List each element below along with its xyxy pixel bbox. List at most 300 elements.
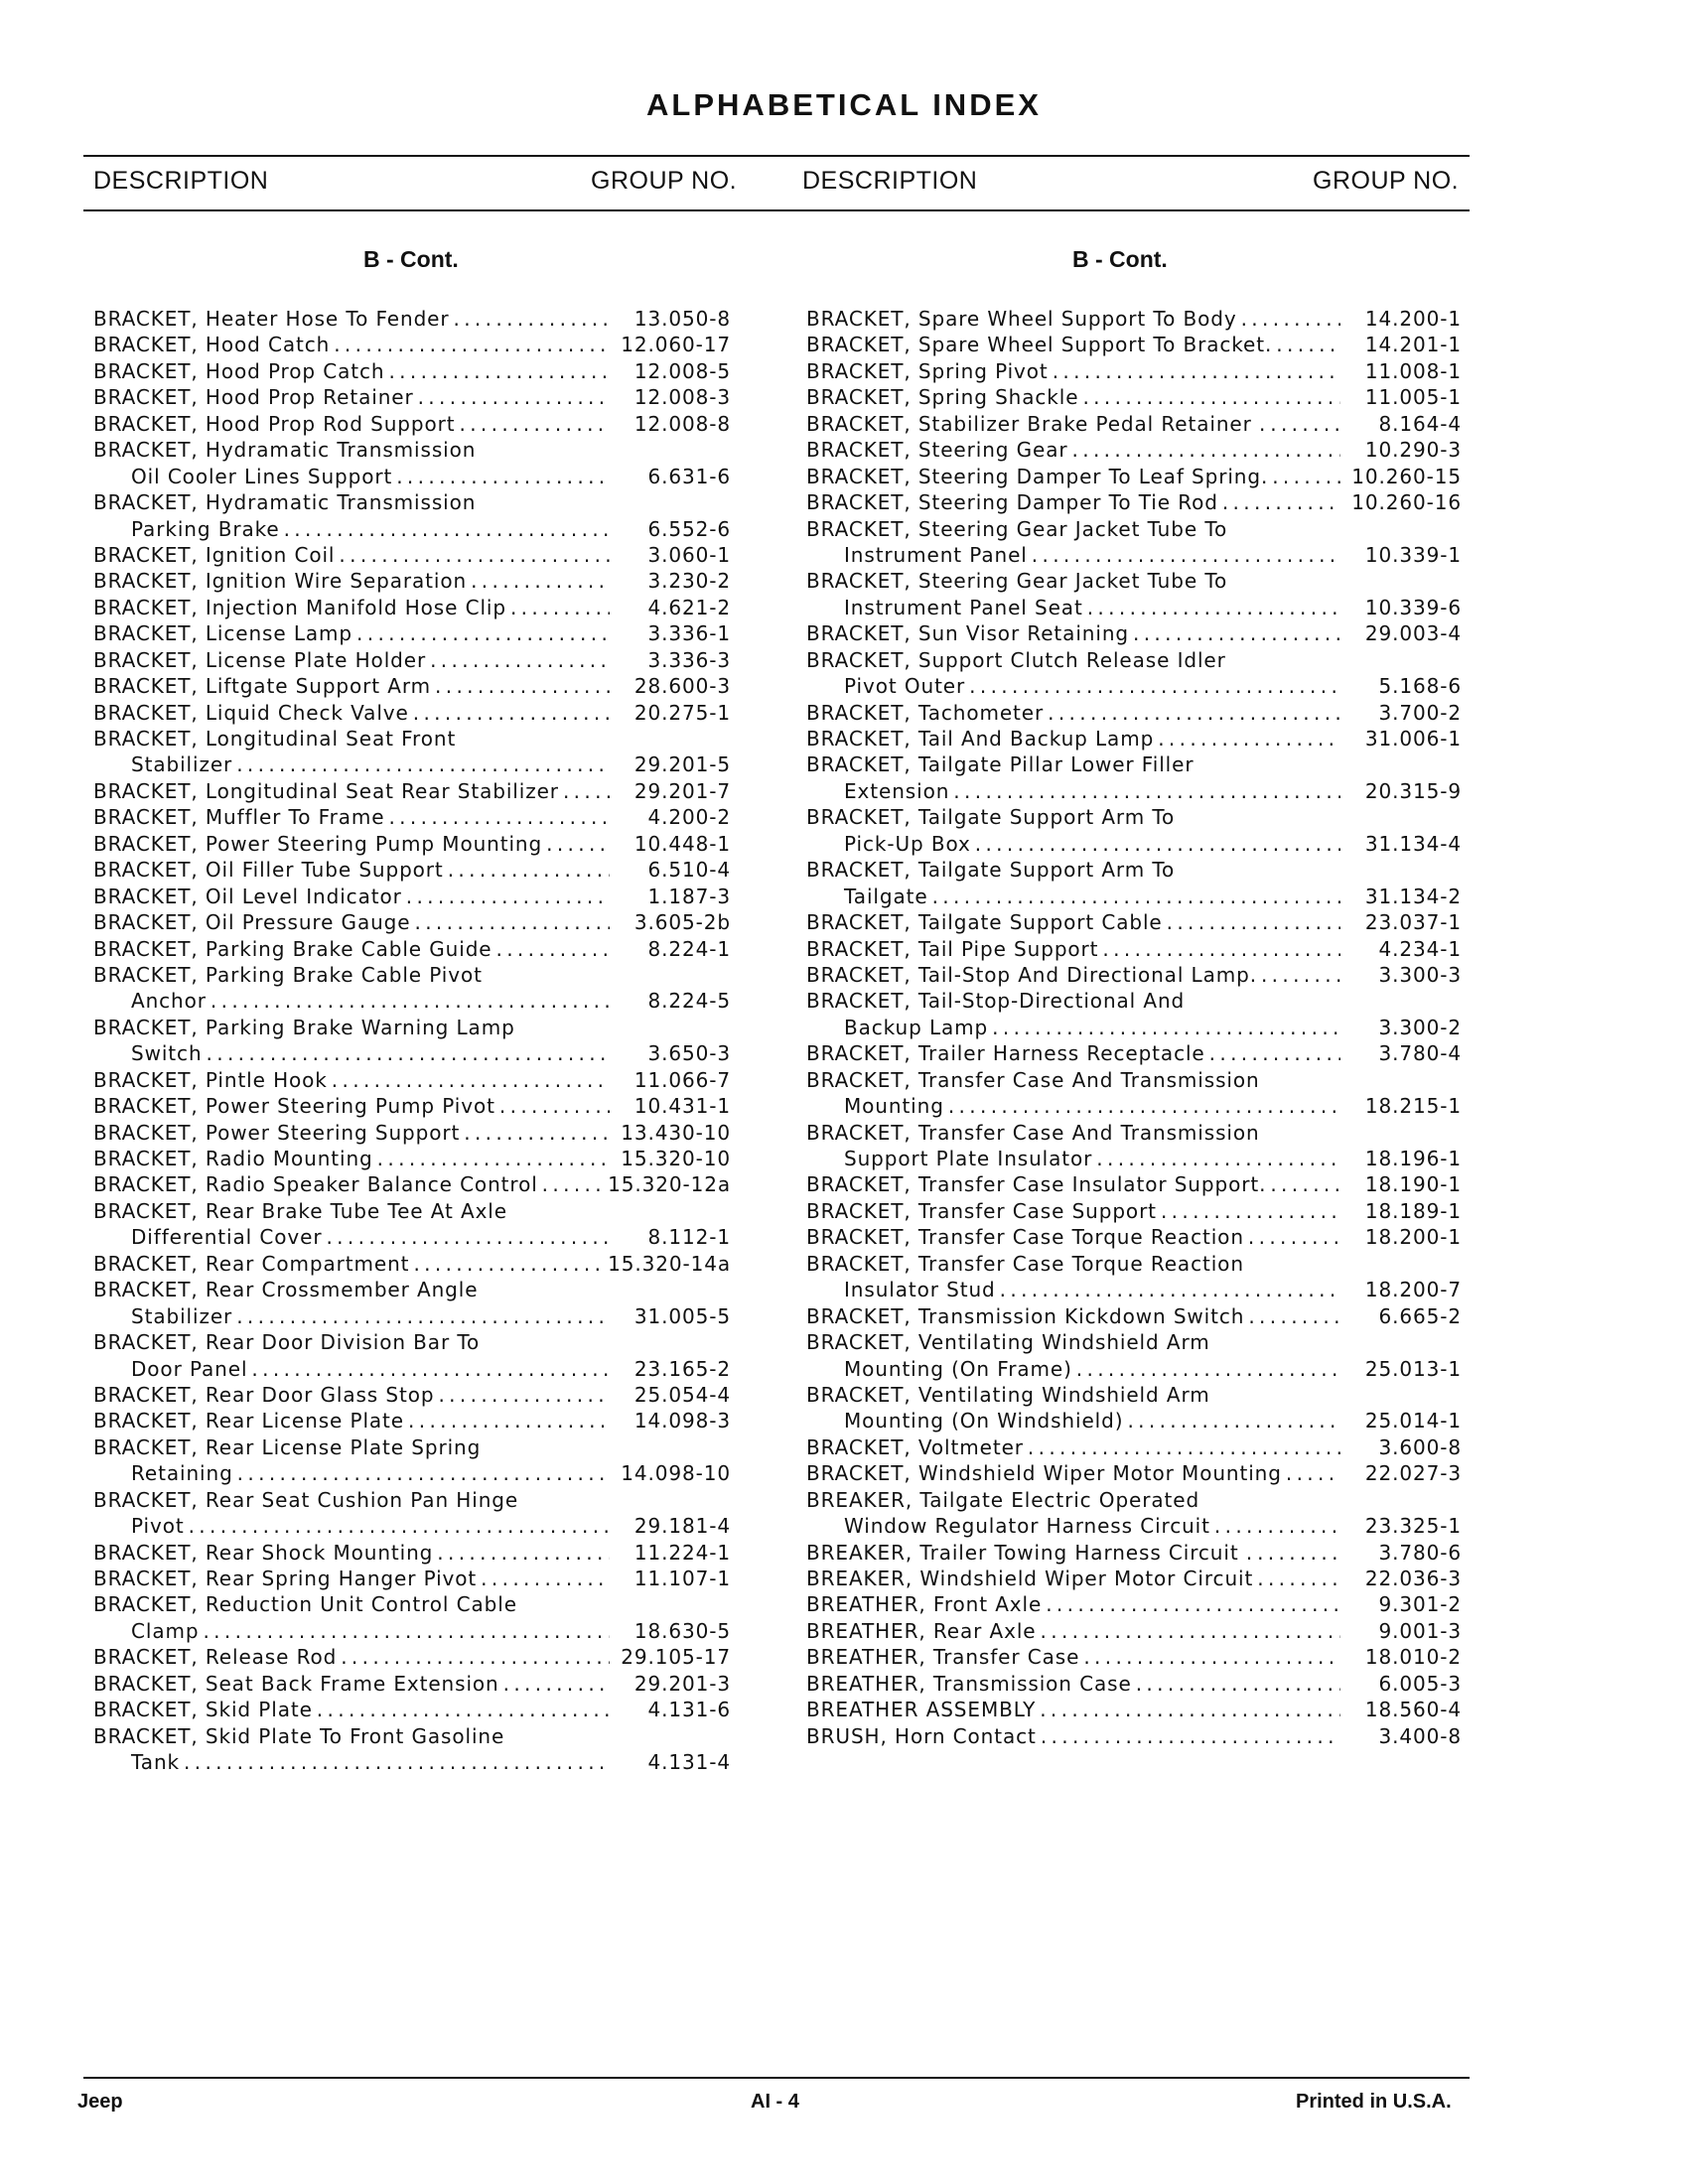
index-entry	[806, 988, 1462, 1040]
dot-leader	[1209, 1040, 1340, 1066]
entry-description: BRACKET, License Lamp	[93, 621, 353, 646]
entry-group-number: 22.036-3	[1364, 1567, 1462, 1590]
dot-leader	[1000, 1277, 1340, 1302]
index-entry	[93, 1329, 731, 1382]
entry-group-number: 6.005-3	[1378, 1671, 1462, 1696]
entry-description-continued: Switch	[131, 1041, 203, 1066]
dot-leader	[1248, 1303, 1340, 1329]
entry-group-number: 10.339-6	[1364, 595, 1462, 619]
entry-group-number: 6.631-6	[647, 464, 731, 488]
footer-printed: Printed in U.S.A.	[1296, 2091, 1452, 2113]
dot-leader	[499, 1093, 610, 1119]
index-entry	[93, 700, 731, 726]
index-entry	[93, 306, 731, 332]
entry-group-number: 3.336-3	[647, 647, 731, 672]
dot-leader	[1041, 1723, 1340, 1749]
entry-group-number: 11.224-1	[633, 1540, 731, 1565]
entry-description: BRACKET, Rear Door Division Bar To	[93, 1330, 481, 1355]
index-entry	[93, 411, 731, 437]
entry-description-continued: Pick-Up Box	[844, 831, 971, 856]
index-entry	[93, 962, 731, 1015]
entry-description: BRACKET, Pintle Hook	[93, 1067, 328, 1092]
dot-leader	[1096, 1146, 1340, 1171]
entry-description: BREATHER, Rear Axle	[806, 1618, 1037, 1643]
entry-group-number: 10.260-16	[1351, 490, 1462, 515]
entry-group-number: 29.201-7	[633, 778, 731, 803]
entry-group-number: 6.552-6	[647, 516, 731, 541]
entry-description: BRACKET, Trailer Harness Receptacle	[806, 1041, 1205, 1066]
entry-group-number: 23.037-1	[1364, 910, 1462, 935]
index-entry	[806, 1671, 1462, 1697]
dot-leader	[388, 358, 610, 384]
entry-description: BRACKET, Release Rod	[93, 1645, 338, 1670]
dot-leader	[454, 306, 611, 332]
entry-description: BRACKET, Spring Shackle	[806, 385, 1079, 410]
index-entry	[806, 489, 1462, 515]
left-description-header: DESCRIPTION	[93, 167, 269, 195]
index-entry	[93, 726, 731, 778]
entry-description-continued: Instrument Panel	[844, 542, 1028, 567]
dot-leader	[418, 384, 610, 410]
index-entry	[93, 831, 731, 857]
dot-leader	[1083, 1644, 1340, 1670]
dot-leader	[388, 804, 610, 830]
index-entry	[93, 437, 731, 489]
entry-group-number: 11.107-1	[633, 1567, 731, 1590]
footer-rule	[83, 2077, 1470, 2079]
entry-group-number: 18.215-1	[1364, 1094, 1462, 1119]
index-entry	[93, 1251, 731, 1277]
entry-group-number: 3.300-2	[1378, 1015, 1462, 1039]
entry-description: BRACKET, Parking Brake Cable Guide	[93, 936, 492, 961]
dot-leader	[1046, 1591, 1340, 1617]
entry-description: BRACKET, Ignition Wire Separation	[93, 569, 468, 594]
index-entry	[806, 647, 1462, 700]
entry-description: BRACKET, Hood Prop Retainer	[93, 385, 414, 410]
entry-group-number: 14.200-1	[1364, 307, 1462, 331]
dot-leader	[1032, 542, 1340, 568]
index-entry	[806, 726, 1462, 751]
index-entry	[93, 909, 731, 935]
dot-leader	[326, 1224, 610, 1250]
left-section-heading: B - Cont.	[363, 246, 459, 272]
entry-description-continued: Extension	[844, 778, 950, 803]
entry-description: BREAKER, Windshield Wiper Motor Circuit	[806, 1567, 1254, 1590]
dot-leader	[471, 568, 610, 594]
dot-leader	[546, 831, 610, 857]
dot-leader	[932, 884, 1340, 909]
index-entry	[806, 306, 1462, 332]
dot-leader	[1072, 437, 1340, 463]
index-entry	[806, 1171, 1462, 1197]
dot-leader	[481, 1566, 610, 1591]
entry-group-number: 18.189-1	[1364, 1198, 1462, 1223]
entry-description: BRACKET, Spare Wheel Support To Body	[806, 307, 1237, 331]
dot-leader	[236, 1303, 610, 1329]
entry-description: BREAKER, Tailgate Electric Operated	[806, 1487, 1200, 1512]
entry-group-number: 25.054-4	[633, 1382, 731, 1407]
entry-description: BRACKET, Sun Visor Retaining	[806, 621, 1129, 646]
entry-group-number: 29.003-4	[1364, 621, 1462, 646]
dot-leader	[1041, 1618, 1340, 1644]
index-entry	[93, 568, 731, 594]
dot-leader	[1127, 1408, 1340, 1433]
entry-group-number: 29.201-3	[633, 1671, 731, 1696]
entry-description: BRACKET, Liquid Check Valve	[93, 700, 409, 725]
entry-group-number: 4.200-2	[647, 805, 731, 830]
entry-description: BREATHER, Transmission Case	[806, 1671, 1132, 1696]
index-entry	[93, 1093, 731, 1119]
dot-leader	[448, 857, 610, 883]
index-entry	[93, 1277, 731, 1329]
entry-description-continued: Pivot	[131, 1514, 185, 1539]
entry-description: BRACKET, Radio Speaker Balance Control	[93, 1172, 538, 1197]
index-entry	[806, 751, 1462, 804]
index-entry	[93, 542, 731, 568]
entry-description: BREATHER ASSEMBLY	[806, 1698, 1037, 1722]
entry-group-number: 14.098-10	[621, 1461, 731, 1486]
entry-group-number: 18.196-1	[1364, 1147, 1462, 1170]
dot-leader	[251, 1356, 610, 1382]
entry-group-number: 18.010-2	[1364, 1645, 1462, 1670]
entry-group-number: 10.448-1	[633, 831, 731, 856]
entry-description: BRACKET, Hood Prop Rod Support	[93, 411, 456, 436]
entry-description: BRACKET, Rear Shock Mounting	[93, 1540, 434, 1565]
entry-description: BRACKET, Tail And Backup Lamp	[806, 727, 1155, 751]
entry-description: BRACKET, Rear Brake Tube Tee At Axle	[93, 1198, 507, 1223]
index-entry	[806, 1329, 1462, 1382]
entry-description: BRACKET, Rear Spring Hanger Pivot	[93, 1567, 478, 1590]
dot-leader	[969, 673, 1340, 699]
entry-description-continued: Mounting (On Windshield)	[844, 1409, 1124, 1433]
entry-description: BRACKET, Ventilating Windshield Arm	[806, 1330, 1210, 1355]
dot-leader	[237, 1460, 610, 1486]
dot-leader	[948, 1093, 1340, 1119]
index-entry	[806, 857, 1462, 909]
entry-description: BRACKET, Liftgate Support Arm	[93, 674, 432, 699]
index-entry	[806, 1540, 1462, 1566]
dot-leader	[211, 988, 610, 1014]
index-entry	[806, 909, 1462, 935]
index-entry	[93, 1566, 731, 1591]
entry-description: BRACKET, Tailgate Support Arm To	[806, 805, 1176, 830]
index-entry	[806, 1067, 1462, 1120]
entry-group-number: 5.168-6	[1378, 674, 1462, 699]
dot-leader	[975, 831, 1340, 857]
dot-leader	[496, 936, 611, 962]
index-entry	[806, 411, 1462, 437]
entry-group-number: 29.201-5	[633, 752, 731, 777]
dot-leader	[334, 332, 610, 357]
index-entry	[806, 1224, 1462, 1250]
entry-description-continued: Tank	[131, 1750, 181, 1775]
entry-description: BRACKET, Voltmeter	[806, 1434, 1024, 1459]
dot-leader	[415, 909, 611, 935]
entry-description-continued: Stabilizer	[131, 752, 233, 777]
dot-leader	[413, 700, 610, 726]
dot-leader	[1270, 411, 1340, 437]
entry-group-number: 4.131-6	[647, 1698, 731, 1722]
dot-leader	[1048, 700, 1340, 726]
entry-description: BRACKET, Injection Manifold Hose Clip	[93, 595, 506, 619]
entry-description-continued: Door Panel	[131, 1356, 248, 1381]
entry-group-number: 11.008-1	[1364, 358, 1462, 383]
entry-description-continued: Retaining	[131, 1461, 233, 1486]
entry-group-number: 31.005-5	[633, 1303, 731, 1328]
entry-group-number: 4.131-4	[647, 1750, 731, 1775]
index-entry	[93, 1723, 731, 1776]
index-entry	[806, 437, 1462, 463]
dot-leader	[542, 1171, 604, 1197]
index-entry	[806, 332, 1462, 357]
index-entry	[93, 1198, 731, 1251]
dot-leader	[510, 595, 610, 620]
dot-leader	[1133, 620, 1340, 646]
right-section-heading: B - Cont.	[1072, 246, 1168, 272]
entry-group-number: 20.315-9	[1364, 778, 1462, 803]
dot-leader	[1214, 1513, 1340, 1539]
entry-description: BRACKET, Ventilating Windshield Arm	[806, 1382, 1210, 1407]
entry-description: BRACKET, Rear Seat Cushion Pan Hinge	[93, 1487, 519, 1512]
dot-leader	[430, 647, 610, 673]
index-entry	[806, 1040, 1462, 1066]
entry-group-number: 4.234-1	[1378, 936, 1462, 961]
entry-description: BRACKET, Ignition Coil	[93, 542, 336, 567]
entry-group-number: 3.605-2b	[633, 910, 731, 935]
entry-group-number: 25.013-1	[1364, 1356, 1462, 1381]
index-entry	[93, 620, 731, 646]
index-entry	[806, 1251, 1462, 1303]
entry-description: BRACKET, Windshield Wiper Motor Mounting	[806, 1461, 1282, 1486]
index-entry	[806, 804, 1462, 857]
dot-leader	[317, 1697, 610, 1722]
entry-group-number: 23.165-2	[633, 1356, 731, 1381]
index-entry	[806, 1120, 1462, 1172]
entry-description: BRACKET, Transfer Case Insulator Support.	[806, 1172, 1267, 1197]
dot-leader	[203, 1618, 610, 1644]
entry-description: BRACKET, License Plate Holder	[93, 647, 427, 672]
entry-description: BRACKET, Tail-Stop-Directional And	[806, 989, 1186, 1014]
entry-group-number: 15.320-14a	[608, 1251, 731, 1276]
index-entry	[93, 1015, 731, 1067]
index-entry	[93, 1591, 731, 1644]
entry-description: BRACKET, Oil Pressure Gauge	[93, 910, 411, 935]
dot-leader	[1286, 1460, 1340, 1486]
entry-description-continued: Tailgate	[844, 884, 928, 908]
index-entry	[93, 595, 731, 620]
dot-leader	[1158, 726, 1340, 751]
entry-group-number: 23.325-1	[1364, 1514, 1462, 1539]
entry-description: BRACKET, Oil Filler Tube Support	[93, 858, 444, 883]
dot-leader	[332, 1067, 610, 1093]
dot-leader	[406, 884, 610, 909]
entry-description-continued: Oil Cooler Lines Support	[131, 464, 393, 488]
header-bottom-rule	[83, 209, 1470, 211]
dot-leader	[953, 778, 1340, 804]
entry-description: BRACKET, Reduction Unit Control Cable	[93, 1592, 517, 1617]
entry-group-number: 10.260-15	[1351, 464, 1462, 488]
index-entry	[93, 1697, 731, 1722]
entry-group-number: 13.430-10	[621, 1120, 731, 1145]
index-entry	[806, 1198, 1462, 1224]
entry-description-continued: Mounting (On Frame)	[844, 1356, 1072, 1381]
entry-group-number: 15.320-10	[621, 1147, 731, 1170]
dot-leader	[408, 1408, 610, 1433]
entry-group-number: 18.630-5	[633, 1618, 731, 1643]
entry-description: BRACKET, Transmission Kickdown Switch	[806, 1303, 1245, 1328]
dot-leader	[992, 1015, 1340, 1040]
dot-leader	[459, 411, 610, 437]
entry-description-continued: Stabilizer	[131, 1303, 233, 1328]
entry-group-number: 12.008-5	[633, 358, 731, 383]
entry-group-number: 29.181-4	[633, 1514, 731, 1539]
dot-leader	[284, 516, 610, 542]
entry-group-number: 20.275-1	[633, 700, 731, 725]
entry-description: BRACKET, Heater Hose To Fender	[93, 307, 450, 331]
index-entry	[806, 568, 1462, 620]
entry-description-continued: Mounting	[844, 1094, 944, 1119]
dot-leader	[438, 1382, 610, 1408]
index-entry	[806, 1460, 1462, 1486]
index-entry	[806, 1591, 1462, 1617]
entry-group-number: 3.780-6	[1378, 1540, 1462, 1565]
left-group-header: GROUP NO.	[591, 167, 738, 195]
entry-description-continued: Clamp	[131, 1618, 200, 1643]
index-entry	[93, 804, 731, 830]
entry-description: BRACKET, Transfer Case Support	[806, 1198, 1157, 1223]
index-entry	[806, 358, 1462, 384]
entry-group-number: 14.201-1	[1364, 333, 1462, 357]
entry-group-number: 6.510-4	[647, 858, 731, 883]
entry-description-continued: Backup Lamp	[844, 1015, 989, 1039]
entry-description-continued: Anchor	[131, 989, 207, 1014]
entry-group-number: 3.780-4	[1378, 1041, 1462, 1066]
index-entry	[93, 358, 731, 384]
entry-group-number: 8.224-1	[647, 936, 731, 961]
dot-leader	[1272, 464, 1340, 489]
index-entry	[806, 1697, 1462, 1722]
entry-description: BRACKET, Skid Plate To Front Gasoline	[93, 1723, 505, 1748]
entry-group-number: 18.200-1	[1364, 1225, 1462, 1250]
entry-description: BRACKET, Steering Gear Jacket Tube To	[806, 569, 1228, 594]
dot-leader	[1248, 1224, 1340, 1250]
entry-description: BRACKET, Rear Crossmember Angle	[93, 1278, 479, 1302]
dot-leader	[184, 1749, 610, 1775]
entry-description: BRACKET, Power Steering Pump Pivot	[93, 1094, 495, 1119]
left-index-column	[93, 306, 731, 1776]
index-entry	[93, 1146, 731, 1171]
index-entry	[93, 489, 731, 542]
entry-description: BRACKET, Tail Pipe Support	[806, 936, 1099, 961]
index-entry	[806, 1618, 1462, 1644]
entry-group-number: 8.112-1	[647, 1225, 731, 1250]
index-entry	[806, 1303, 1462, 1329]
entry-description: BRACKET, Tailgate Support Arm To	[806, 858, 1176, 883]
entry-description: BRACKET, Steering Gear	[806, 438, 1068, 463]
entry-group-number: 3.650-3	[647, 1041, 731, 1066]
entry-description: BRACKET, Tail-Stop And Directional Lamp.	[806, 962, 1257, 987]
entry-description: BRACKET, Rear Door Glass Stop	[93, 1382, 435, 1407]
entry-group-number: 9.301-2	[1378, 1592, 1462, 1617]
index-entry	[806, 464, 1462, 489]
entry-description-continued: Insulator Stud	[844, 1278, 996, 1302]
index-entry	[93, 647, 731, 673]
right-group-header: GROUP NO.	[1313, 167, 1460, 195]
index-entry	[93, 1434, 731, 1487]
index-entry	[93, 778, 731, 804]
entry-description: BRACKET, Steering Gear Jacket Tube To	[806, 516, 1228, 541]
entry-description: BRACKET, Seat Back Frame Extension	[93, 1671, 499, 1696]
dot-leader	[1053, 358, 1340, 384]
entry-description-continued: Differential Cover	[131, 1225, 323, 1250]
entry-group-number: 3.600-8	[1378, 1434, 1462, 1459]
dot-leader	[503, 1671, 610, 1697]
entry-group-number: 8.164-4	[1378, 411, 1462, 436]
dot-leader	[1076, 1356, 1340, 1382]
entry-description: BRACKET, Rear License Plate	[93, 1409, 405, 1433]
entry-description: BRACKET, Tailgate Pillar Lower Filler	[806, 752, 1195, 777]
dot-leader	[1087, 595, 1340, 620]
entry-description: BRACKET, Spare Wheel Support To Bracket.	[806, 333, 1273, 357]
dot-leader	[464, 1120, 610, 1146]
index-entry	[93, 1067, 731, 1093]
entry-description: BRACKET, Spring Pivot	[806, 358, 1049, 383]
index-entry	[806, 936, 1462, 962]
entry-description: BRACKET, Transfer Case And Transmission	[806, 1120, 1260, 1145]
entry-description: BRACKET, Longitudinal Seat Front	[93, 727, 457, 751]
index-entry	[93, 884, 731, 909]
entry-description: BRACKET, Parking Brake Cable Pivot	[93, 962, 483, 987]
dot-leader	[435, 673, 610, 699]
entry-group-number: 10.431-1	[633, 1094, 731, 1119]
index-entry	[806, 1566, 1462, 1591]
index-entry	[806, 384, 1462, 410]
entry-group-number: 31.134-4	[1364, 831, 1462, 856]
entry-group-number: 12.008-8	[633, 411, 731, 436]
dot-leader	[1082, 384, 1340, 410]
entry-description: BRACKET, Support Clutch Release Idler	[806, 647, 1226, 672]
entry-group-number: 6.665-2	[1378, 1303, 1462, 1328]
entry-group-number: 12.060-17	[621, 333, 731, 357]
dot-leader	[339, 542, 610, 568]
dot-leader	[1257, 1540, 1340, 1566]
entry-group-number: 13.050-8	[633, 307, 731, 331]
index-entry	[806, 1644, 1462, 1670]
entry-description: BRACKET, Parking Brake Warning Lamp	[93, 1015, 515, 1039]
index-entry	[93, 1540, 731, 1566]
entry-description: BRACKET, Stabilizer Brake Pedal Retainer .	[806, 411, 1267, 436]
entry-group-number: 25.014-1	[1364, 1409, 1462, 1433]
entry-group-number: 3.230-2	[647, 569, 731, 594]
entry-description: BRACKET, Rear Compartment	[93, 1251, 410, 1276]
dot-leader	[1136, 1671, 1340, 1697]
entry-description-continued: Parking Brake	[131, 516, 280, 541]
entry-description-continued: Instrument Panel Seat	[844, 595, 1083, 619]
entry-description: BRACKET, Hood Catch	[93, 333, 331, 357]
index-entry	[806, 1434, 1462, 1460]
dot-leader	[1261, 962, 1340, 988]
entry-group-number: 10.339-1	[1364, 542, 1462, 567]
entry-group-number: 18.190-1	[1364, 1172, 1462, 1197]
entry-group-number: 8.224-5	[647, 989, 731, 1014]
dot-leader	[1040, 1697, 1340, 1722]
index-entry	[93, 857, 731, 883]
footer-page-number: AI - 4	[751, 2091, 799, 2113]
dot-leader	[396, 464, 610, 489]
dot-leader	[236, 751, 610, 777]
entry-description: BRACKET, Hydramatic Transmission	[93, 438, 477, 463]
entry-description: BRUSH, Horn Contact	[806, 1723, 1037, 1748]
